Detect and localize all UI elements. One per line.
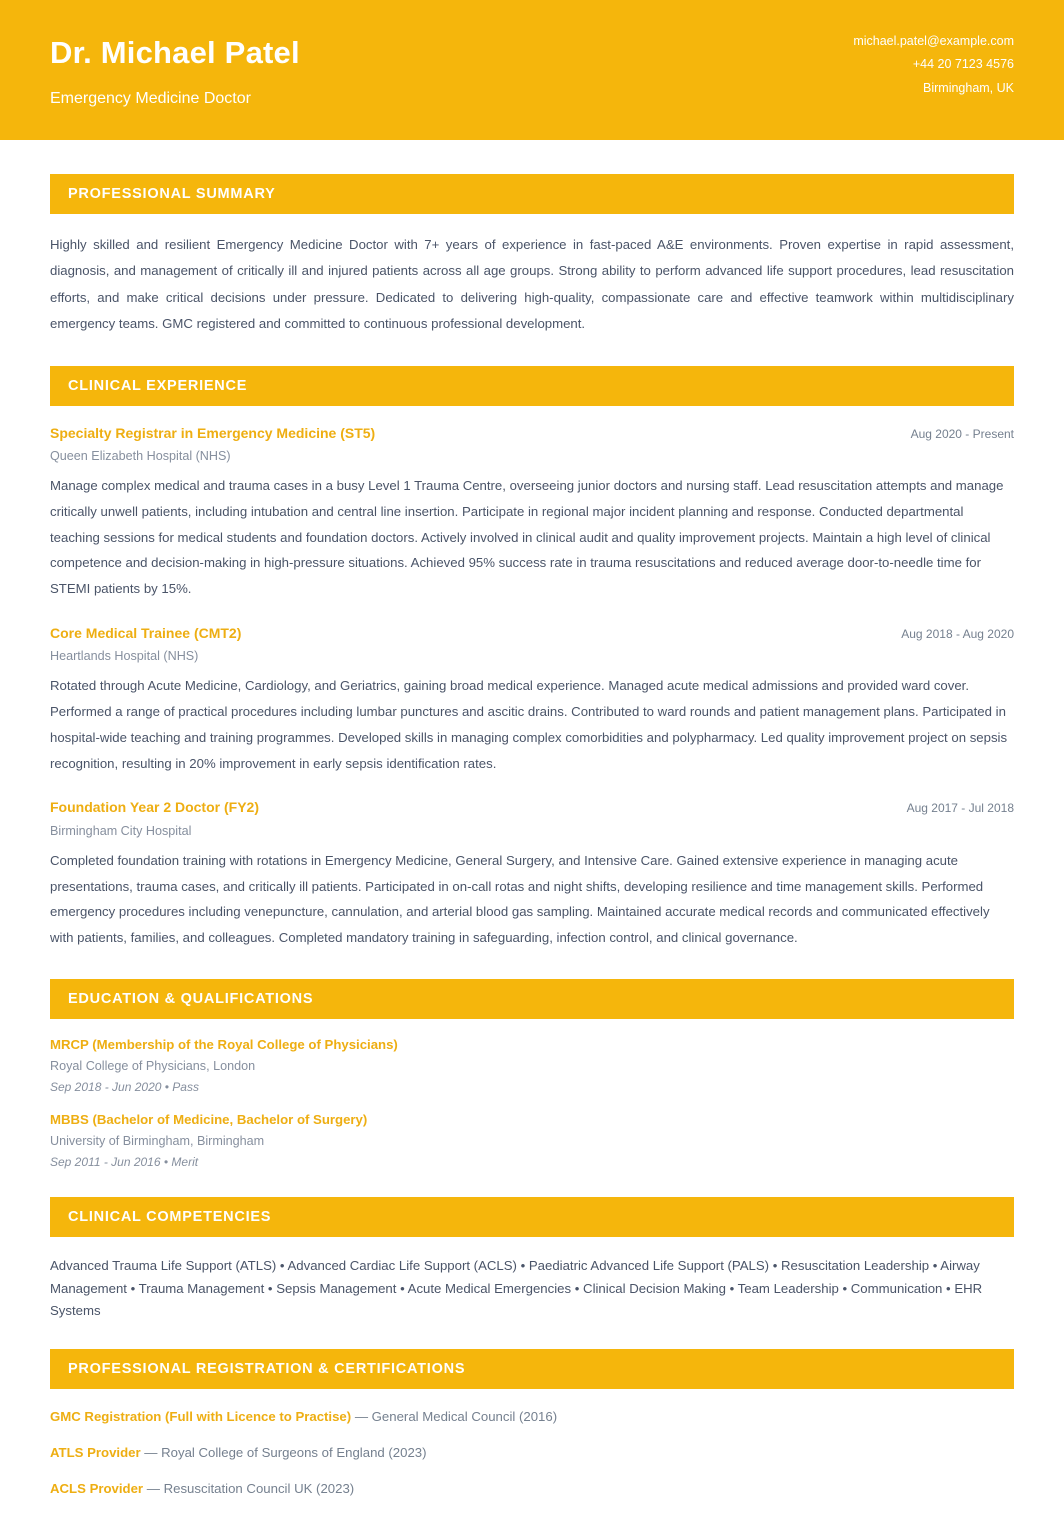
experience-organisation: Birmingham City Hospital [50, 824, 192, 839]
education-institution: Royal College of Physicians, London [50, 1058, 256, 1073]
section-header-competencies [50, 1197, 1014, 1237]
experience-dates: Aug 2018 - Aug 2020 [901, 626, 1014, 641]
certification-issuer: — Royal College of Surgeons of England (2023) [140, 1444, 427, 1460]
section-education [50, 979, 1014, 1169]
certification-name: GMC Registration (Full with Licence to Practise) [50, 1409, 352, 1425]
section-header-certifications [50, 1349, 1014, 1389]
certification-row [50, 1407, 1014, 1427]
experience-description: Manage complex medical and trauma cases in a busy Level 1 Trauma Centre, overseeing junior doctors and nursing staff. Lead resuscitation attempts and manage critically unwell patients, including intubation and central line insertion. Participate in regional major incident planning and response. Conducted departmental teaching sessions for medical students and foundation doctors. Actively involved in clinical audit and quality improvement projects. Maintain a high level of clinical competence and decision-making in high-pressure situations. Achieved 95% success rate in trauma resuscitations and reduced average door-to-needle time for STEMI patients by 15%. [50, 478, 1004, 597]
section-header-education [50, 979, 1014, 1019]
experience-entry [50, 424, 1014, 602]
certification-row [50, 1479, 1014, 1499]
certification-name: ATLS Provider [50, 1444, 141, 1460]
experience-entry-header [50, 424, 1014, 444]
competencies-list: Advanced Trauma Life Support (ATLS) • Advanced Cardiac Life Support (ACLS) • Paediatric Advanced Life Support (PALS) • Resuscitation Leadership • Airway Management • Trauma Management • Sepsis Management • Acute Medical Emergencies • Clinical Decision Making • Team Leadership • Communication • EHR Systems [50, 1257, 983, 1319]
resume-content [0, 140, 1064, 1528]
education-institution: University of Birmingham, Birmingham [50, 1133, 265, 1148]
section-clinical-experience [50, 366, 1014, 951]
education-degree: MRCP (Membership of the Royal College of Physicians) [50, 1036, 398, 1052]
contact-phone[interactable]: +44 20 7123 4576 [912, 57, 1014, 72]
candidate-name: Dr. Michael Patel [50, 34, 300, 70]
experience-entry [50, 798, 1014, 951]
education-meta: Sep 2011 - Jun 2016 • Merit [50, 1154, 199, 1169]
section-title-certifications: PROFESSIONAL REGISTRATION & CERTIFICATIONS [68, 1361, 466, 1378]
section-professional-summary [50, 174, 1014, 338]
certification-issuer: — Resuscitation Council UK (2023) [143, 1480, 355, 1496]
experience-description: Completed foundation training with rotations in Emergency Medicine, General Surgery, and Intensive Care. Gained extensive experience in managing acute presentations, trauma cases, and critically ill patients. Participated in on-call rotas and night shifts, developing resilience and time management skills. Performed emergency procedures including venepuncture, cannulation, and arterial blood gas sampling. Maintained accurate medical records and communicated effectively with patients, families, and colleagues. Completed mandatory training in safeguarding, infection control, and clinical governance. [50, 853, 990, 946]
contact-location: Birmingham, UK [923, 80, 1014, 95]
section-body-competencies [50, 1237, 1014, 1323]
section-title-summary: PROFESSIONAL SUMMARY [68, 186, 276, 202]
experience-description: Rotated through Acute Medicine, Cardiology, and Geriatrics, gaining broad medical experience. Managed acute medical admissions and provided ward cover. Performed a range of practical procedures including lumbar punctures and ascitic drains. Contributed to ward rounds and patient management plans. Participated in hospital-wide teaching and training programmes. Developed skills in managing complex comorbidities and polypharmacy. Led quality improvement project on sepsis recognition, resulting in 20% improvement in early sepsis identification rates. [50, 678, 1008, 771]
summary-paragraph: Highly skilled and resilient Emergency Medicine Doctor with 7+ years of experience in fast-paced A&E environments. Proven expertise in rapid assessment, diagnosis, and management of critically ill and injured patients across all age groups. Strong ability to perform advanced life support procedures, lead resuscitation efforts, and make critical decisions under pressure. Dedicated to delivering high-quality, compassionate care and effective teamwork within multidisciplinary emergency teams. GMC registered and committed to continuous professional development. [50, 237, 1014, 332]
section-title-education: EDUCATION & QUALIFICATIONS [68, 990, 314, 1007]
experience-entry [50, 624, 1014, 777]
contact-email[interactable]: michael.patel@example.com [853, 34, 1014, 49]
resume-header [0, 0, 1064, 140]
section-clinical-competencies [50, 1197, 1014, 1323]
experience-dates: Aug 2017 - Jul 2018 [906, 801, 1014, 816]
header-identity [50, 32, 300, 108]
experience-entry-header [50, 624, 1014, 644]
section-body-summary [50, 214, 1014, 338]
experience-entry-header [50, 798, 1014, 818]
contact-block [853, 30, 1014, 109]
experience-organisation: Queen Elizabeth Hospital (NHS) [50, 449, 231, 464]
experience-dates: Aug 2020 - Present [910, 426, 1014, 441]
certification-name: ACLS Provider [50, 1480, 144, 1496]
education-entry [50, 1112, 1014, 1169]
section-body-certifications [50, 1389, 1014, 1498]
certification-row [50, 1443, 1014, 1463]
section-header-summary [50, 174, 1014, 214]
section-certifications [50, 1349, 1014, 1498]
certification-issuer: — General Medical Council (2016) [351, 1409, 558, 1425]
experience-role: Core Medical Trainee (CMT2) [50, 624, 242, 641]
candidate-title: Emergency Medicine Doctor [50, 90, 251, 108]
section-body-experience [50, 406, 1014, 951]
section-body-education [50, 1019, 1014, 1169]
education-degree: MBBS (Bachelor of Medicine, Bachelor of Surgery) [50, 1111, 368, 1127]
section-title-competencies: CLINICAL COMPETENCIES [68, 1208, 272, 1225]
education-meta: Sep 2018 - Jun 2020 • Pass [50, 1079, 199, 1094]
experience-role: Specialty Registrar in Emergency Medicine (ST5) [50, 424, 376, 441]
section-header-experience [50, 366, 1014, 406]
experience-organisation: Heartlands Hospital (NHS) [50, 649, 199, 664]
experience-role: Foundation Year 2 Doctor (FY2) [50, 799, 259, 816]
section-title-experience: CLINICAL EXPERIENCE [68, 377, 248, 394]
education-entry [50, 1037, 1014, 1094]
